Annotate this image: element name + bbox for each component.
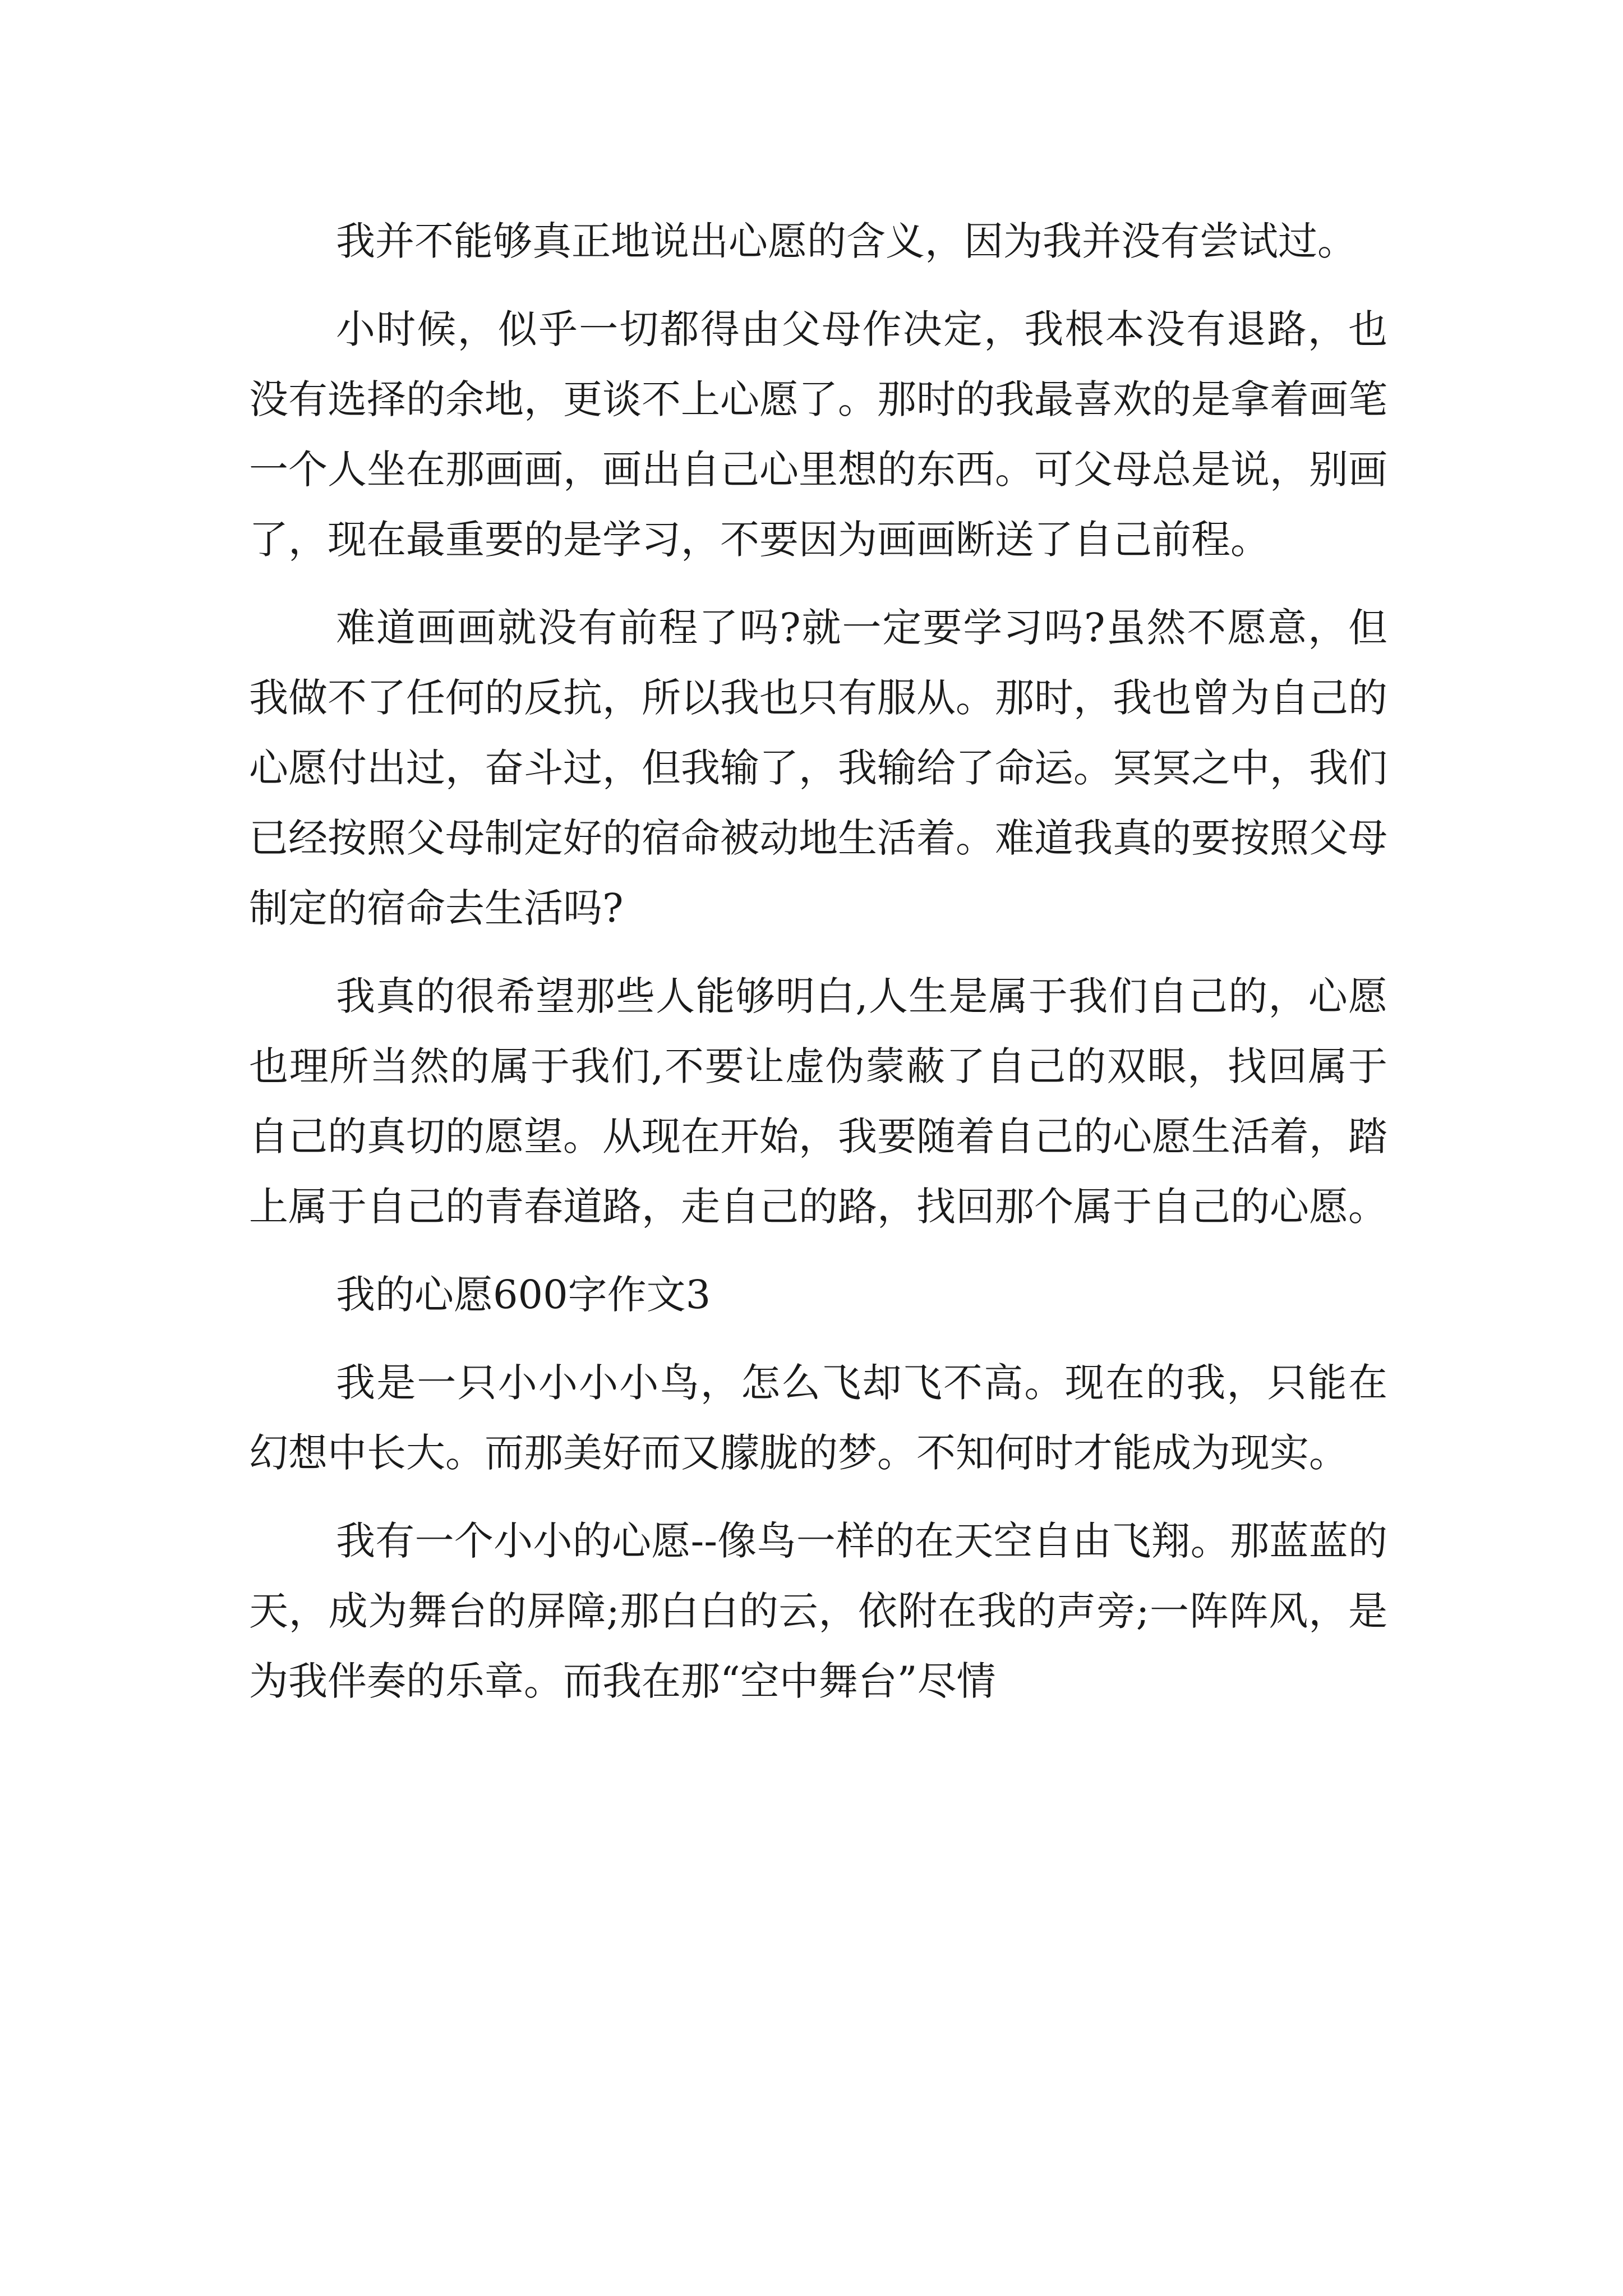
document-body [249, 206, 1387, 1734]
paragraph-1: 我并不能够真正地说出心愿的含义，因为我并没有尝试过。 [336, 218, 1357, 264]
paragraph-4: 我真的很希望那些人能够明白,人生是属于我们自己的，心愿也理所当然的属于我们,不要让虚伪蒙蔽了自己的双眼，找回属于自己的真切的愿望。从现在开始，我要随着自己的心愿生活着，踏上属于自己的青春道路，走自己的路，找回那个属于自己的心愿。 [249, 973, 1387, 1230]
paragraph-5: 我是一只小小小小鸟，怎么飞却飞不高。现在的我，只能在幻想中长大。而那美好而又朦胧的梦。不知何时才能成为现实。 [249, 1360, 1387, 1476]
paragraph-2: 小时候，似乎一切都得由父母作决定，我根本没有退路，也没有选择的余地，更谈不上心愿了。那时的我最喜欢的是拿着画笔一个人坐在那画画，画出自己心里想的东西。可父母总是说，别画了，现在最重要的是学习，不要因为画画断送了自己前程。 [249, 306, 1387, 563]
paragraph-6: 我有一个小小的心愿--像鸟一样的在天空自由飞翔。那蓝蓝的天，成为舞台的屏障;那白白的云，依附在我的声旁;一阵阵风，是为我伴奏的乐章。而我在那“空中舞台”尽情 [249, 1518, 1387, 1704]
paragraph-3: 难道画画就没有前程了吗?就一定要学习吗?虽然不愿意，但我做不了任何的反抗，所以我也只有服从。那时，我也曾为自己的心愿付出过，奋斗过，但我输了，我输给了命运。冥冥之中，我们已经按照父母制定好的宿命被动地生活着。难道我真的要按照父母制定的宿命去生活吗? [249, 605, 1387, 931]
section-title: 我的心愿600字作文3 [336, 1272, 711, 1318]
